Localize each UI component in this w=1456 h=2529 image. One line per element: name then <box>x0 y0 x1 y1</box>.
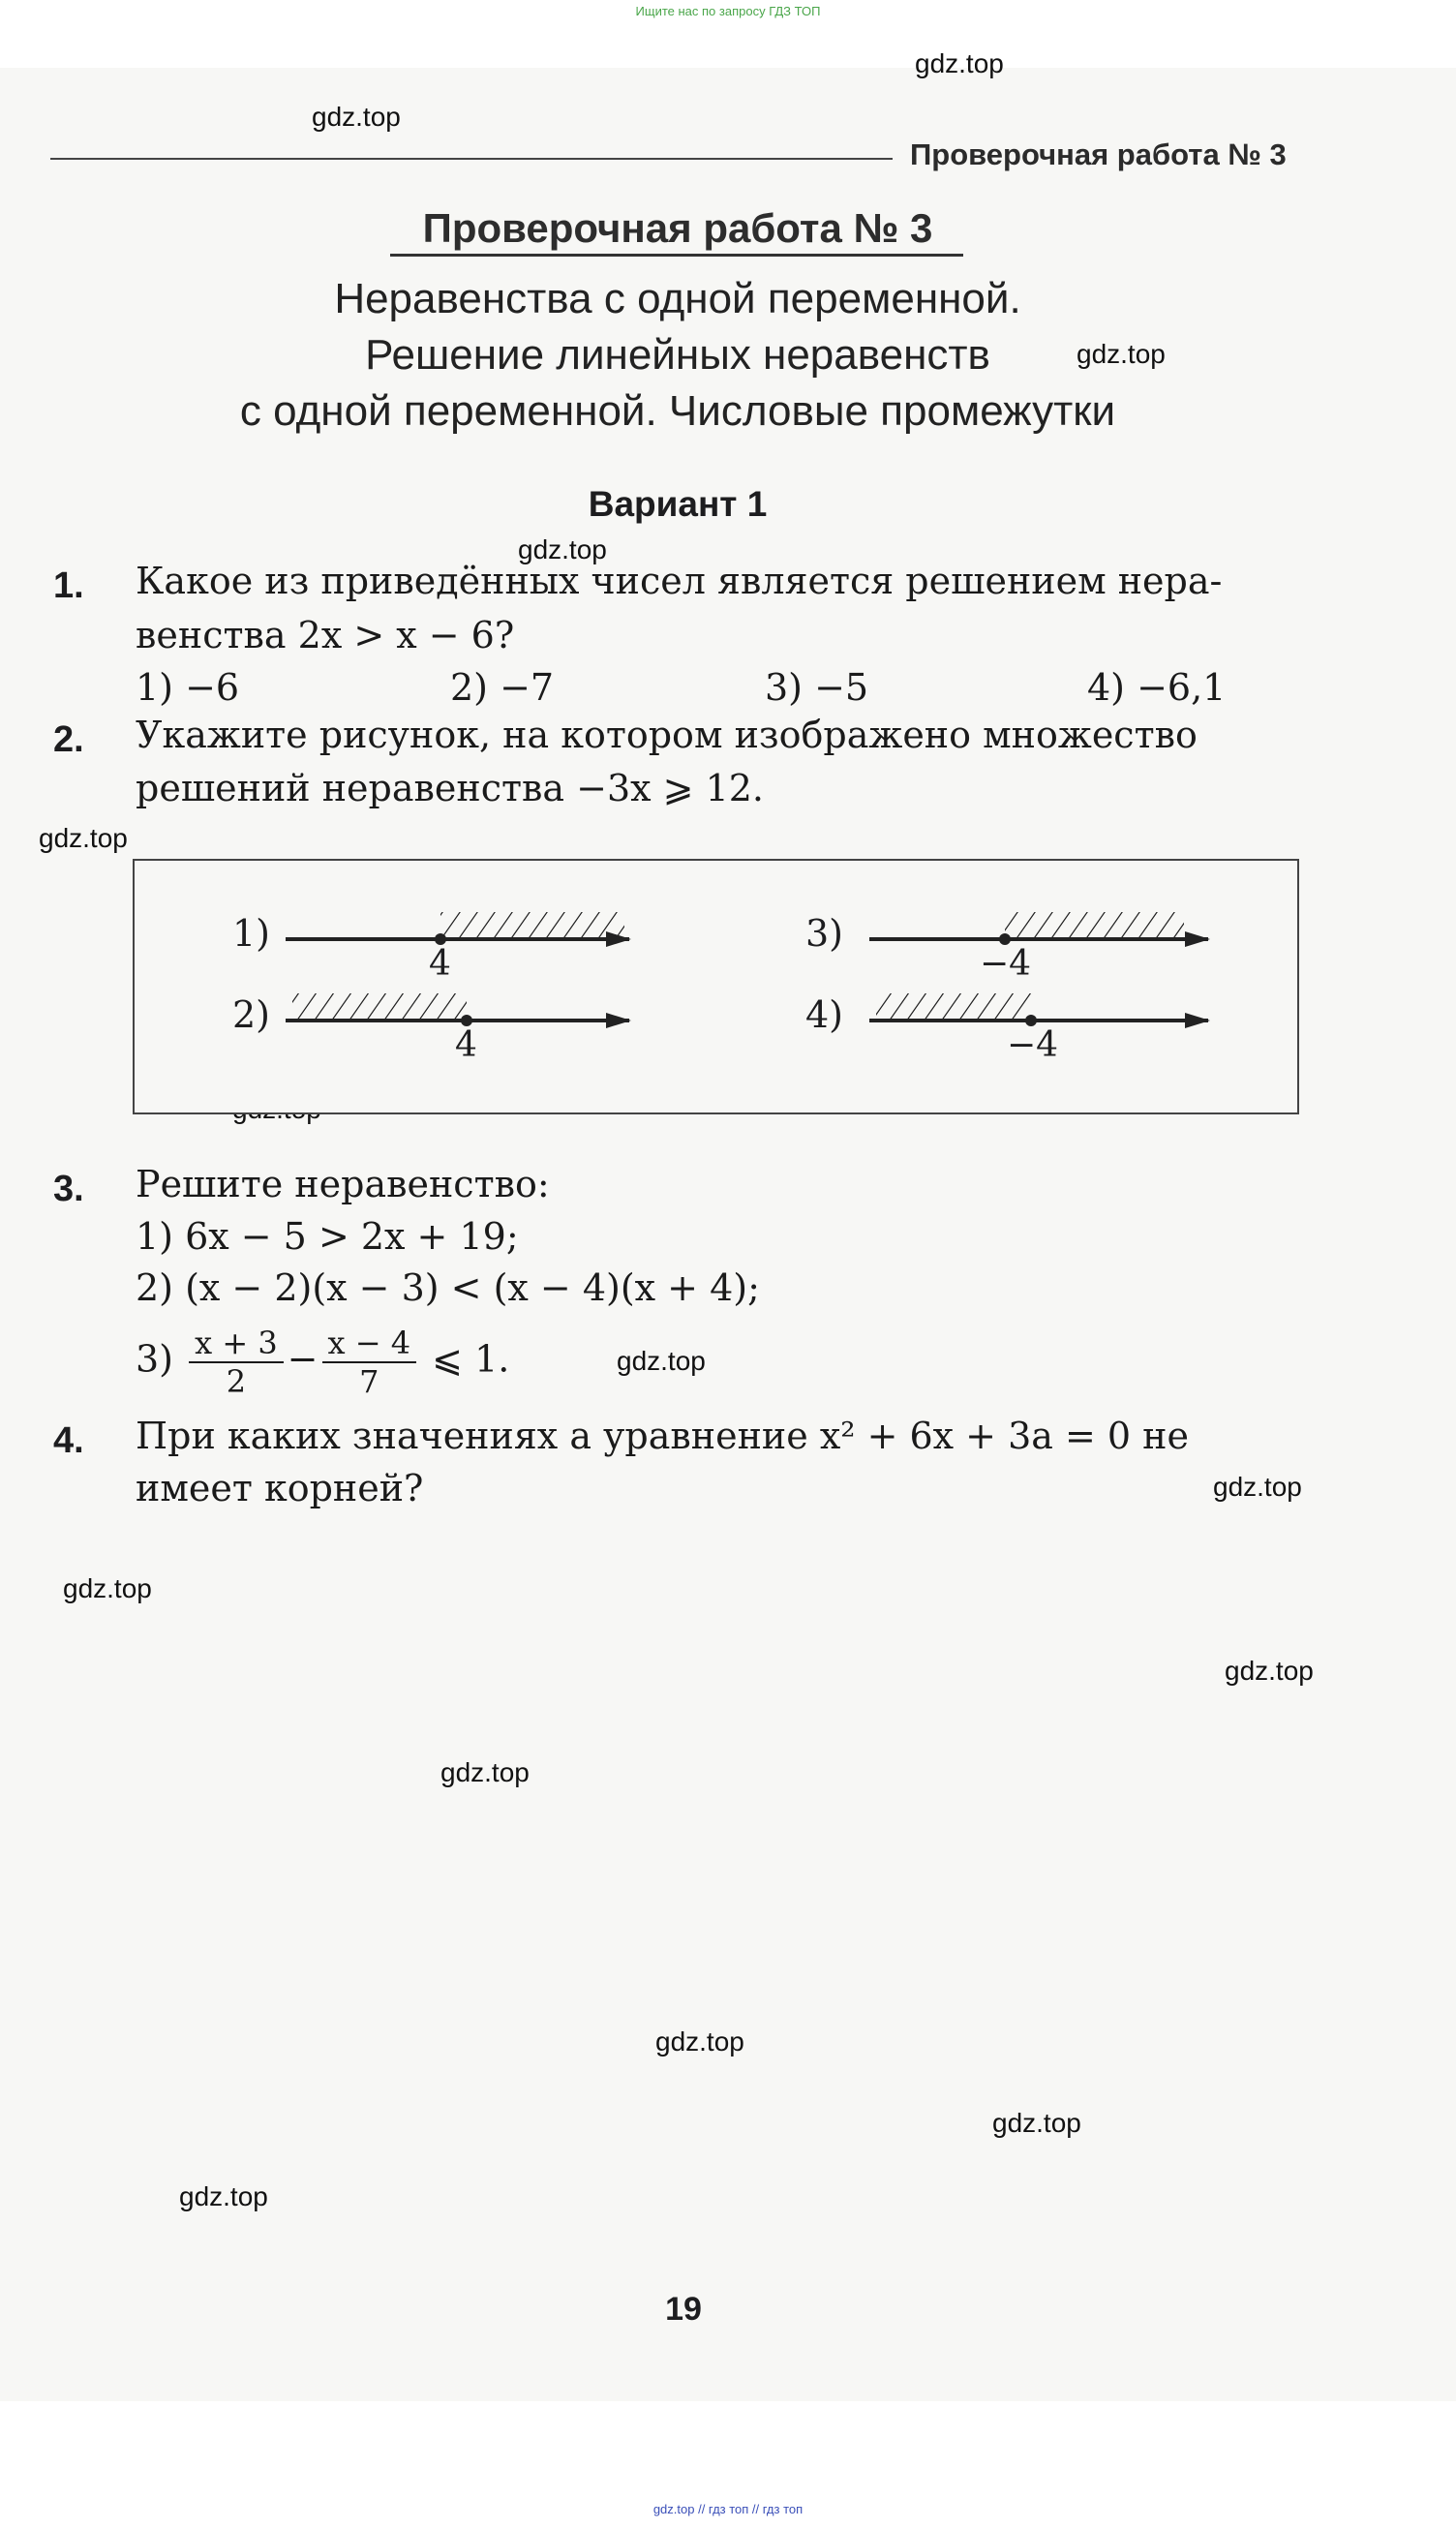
watermark: gdz.top <box>1225 1656 1314 1686</box>
figure-label: 4) <box>805 993 844 1036</box>
shaded-region <box>440 912 624 939</box>
figure-label: 2) <box>232 993 271 1036</box>
figure-label: 3) <box>805 912 844 955</box>
number-line-figures <box>0 0 1456 1162</box>
subtitle-line: Неравенства с одной переменной. <box>334 275 1021 322</box>
watermark: gdz.top <box>312 102 401 132</box>
task-item-3 <box>136 1325 509 1400</box>
task-text: Укажите рисунок, на котором изображено множество <box>136 714 1198 756</box>
answer-option: 3) −5 <box>765 666 869 709</box>
running-header: Проверочная работа № 3 <box>910 137 1287 171</box>
denominator: 7 <box>359 1363 379 1400</box>
subtitle-line: с одной переменной. Числовые промежутки <box>239 387 1116 435</box>
answer-option: 2) −7 <box>450 666 555 709</box>
watermark: gdz.top <box>655 2026 744 2057</box>
watermark: gdz.top <box>440 1757 530 1787</box>
task-number: 1. <box>53 565 84 606</box>
task-number: 2. <box>53 719 84 760</box>
watermark: gdz.top <box>915 48 1004 78</box>
shaded-region <box>1005 912 1184 939</box>
watermark: gdz.top <box>617 1346 706 1376</box>
task-text: 1) 6x − 5 > 2x + 19; <box>136 1215 519 1258</box>
inequality-tail: ⩽ 1. <box>432 1337 510 1381</box>
shaded-region <box>292 993 467 1021</box>
point-label: 4 <box>455 1025 477 1065</box>
denominator: 2 <box>226 1363 247 1400</box>
watermark: gdz.top <box>179 2181 268 2211</box>
page-title: Проверочная работа № 3 <box>422 205 933 251</box>
watermark: gdz.top <box>1077 339 1166 369</box>
watermark: gdz.top <box>39 823 128 853</box>
task-text: Решите неравенство: <box>136 1163 550 1205</box>
point-label: −4 <box>1007 1025 1059 1065</box>
task-text: венства 2x > x − 6? <box>136 614 515 656</box>
task-text: решений неравенства −3x ⩾ 12. <box>136 767 765 809</box>
numerator: x − 4 <box>322 1325 417 1363</box>
fraction <box>322 1325 417 1400</box>
shaded-region <box>876 993 1031 1021</box>
point-label: −4 <box>980 944 1032 984</box>
top-banner: Ищите нас по запросу ГДЗ ТОП <box>635 4 821 18</box>
answer-option: 1) −6 <box>136 666 240 709</box>
minus-sign: − <box>287 1337 318 1381</box>
item-label: 3) <box>136 1337 174 1381</box>
task-text: 2) (x − 2)(x − 3) < (x − 4)(x + 4); <box>136 1266 760 1309</box>
point-label: 4 <box>429 944 451 984</box>
bottom-banner: gdz.top // гдз топ // гдз топ <box>652 2502 804 2516</box>
page-number: 19 <box>665 2291 702 2328</box>
fraction <box>189 1325 284 1400</box>
task-number: 3. <box>53 1169 84 1209</box>
task-text: имеет корней? <box>136 1467 424 1509</box>
task-text: Какое из приведённых чисел является решением нера- <box>136 560 1223 602</box>
variant-heading: Вариант 1 <box>588 484 768 524</box>
watermark: gdz.top <box>63 1573 152 1603</box>
answer-option: 4) −6,1 <box>1087 666 1227 709</box>
task-text: При каких значениях a уравнение x² + 6x + 3a = 0 не <box>136 1415 1189 1457</box>
task-number: 4. <box>53 1420 84 1461</box>
subtitle-line: Решение линейных неравенств <box>365 331 990 379</box>
watermark: gdz.top <box>1213 1472 1302 1502</box>
watermark: gdz.top <box>518 534 607 564</box>
numerator: x + 3 <box>189 1325 284 1363</box>
watermark: gdz.top <box>992 2108 1081 2138</box>
figure-label: 1) <box>232 912 271 955</box>
